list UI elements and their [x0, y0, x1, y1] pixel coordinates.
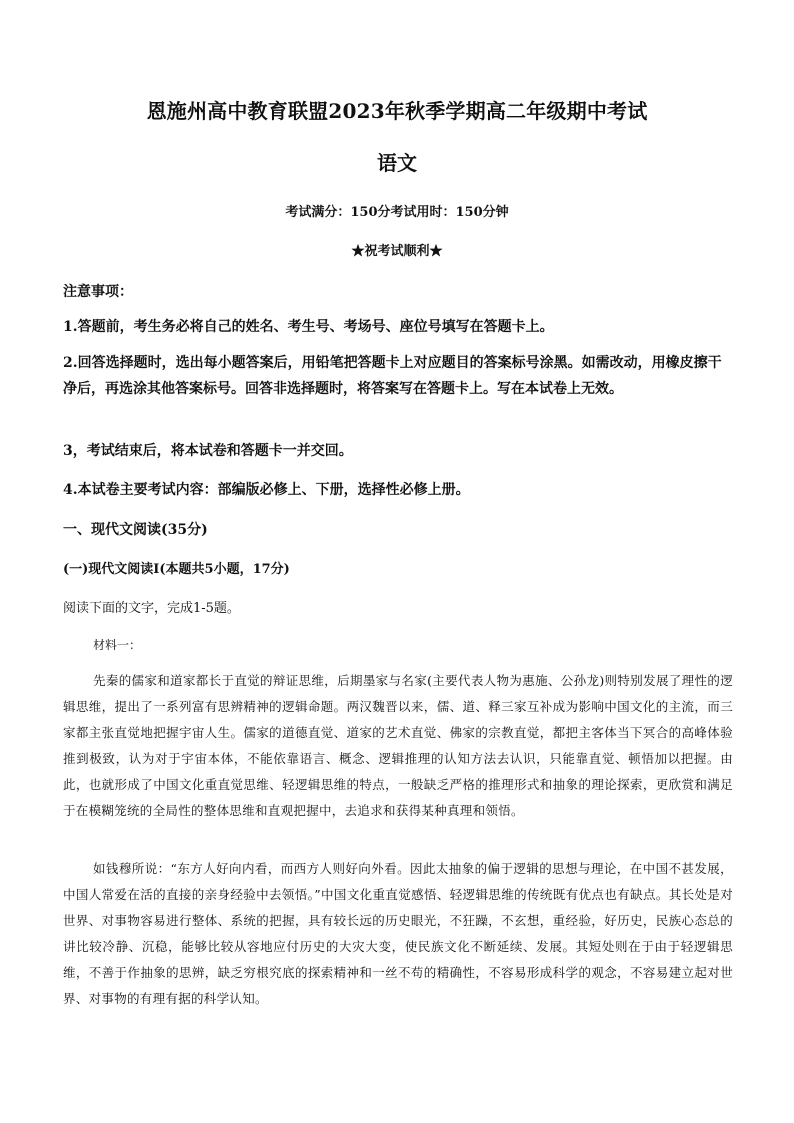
material-label: 材料一： [93, 638, 142, 652]
material-paragraph-2: 如钱穆所说：“东方人好向内看，而西方人则好向外看。因此太抽象的偏于逻辑的思想与理论，在中国不甚发展，中国人常爱在活的直接的亲身经验中去领悟。”中国文化重直觉感悟、轻逻辑思维的传统既有优点也有缺点。其长处是对世界、对事物容易进行整体、系统的把握，具有较长远的历史眼光，不狂躁，不玄想，重经验，好历史，民族心态总的讲比较冷静、沉稳，能够比较从容地应付历史的大灾大变，使民族文化不断延续、发展。其短处则在于由于轻逻辑思维，不善于作抽象的思辨，缺乏穷根究底的探索精神和一丝不苟的精确性，不容易形成科学的观念，不容易建立起对世界、对事物的有理有据的科学认知。 [63, 861, 733, 1006]
note-item-4: 4.本试卷主要考试内容：部编版必修上、下册，选择性必修上册。 [63, 482, 470, 498]
note-item-1: 1.答题前，考生务必将自己的姓名、考生号、考场号、座位号填写在答题卡上。 [63, 319, 554, 335]
good-luck-line: ★祝考试顺利★ [351, 244, 443, 259]
subject-title: 语文 [377, 151, 417, 175]
subsection-heading: (一)现代文阅读I(本题共5小题，17分) [63, 562, 290, 577]
note-item-2: 2.回答选择题时，选出每小题答案后，用铅笔把答题卡上对应题目的答案标号涂黑。如需改动，用橡皮擦干净后，再选涂其他答案标号。回答非选择题时，将答案写在答题卡上。写在本试卷上无效。 [63, 355, 722, 397]
reading-instruction: 阅读下面的文字，完成1-5题。 [63, 601, 240, 616]
section-heading: 一、现代文阅读(35分) [63, 522, 208, 538]
exam-title: 恩施州高中教育联盟2023年秋季学期高二年级期中考试 [146, 99, 648, 123]
material-paragraph-1: 先秦的儒家和道家都长于直觉的辩证思维，后期墨家与名家(主要代表人物为惠施、公孙龙)则特别发展了理性的逻辑思维，提出了一系列富有思辨精神的逻辑命题。两汉魏晋以来，儒、道、释三家互补成为影响中国文化的主流，而三家都主张直觉地把握宇宙人生。儒家的道德直觉、道家的艺术直觉、佛家的宗教直觉，都把主客体当下冥合的高峰体验推到极致，认为对于宇宙本体，不能依靠语言、概念、逻辑推理的认知方法去认识，只能靠直觉、顿悟加以把握。由此，也就形成了中国文化重直觉思维、轻逻辑思维的特点，一般缺乏严格的推理形式和抽象的理论探索，更欣赏和满足于在模糊笼统的全局性的整体思维和直观把握中，去追求和获得某种真理和领悟。 [63, 673, 733, 818]
notes-heading [63, 281, 731, 301]
notes-heading-text: 注意事项： [63, 284, 133, 300]
note-item-3: 3，考试结束后，将本试卷和答题卡一并交回。 [63, 443, 353, 459]
exam-info: 考试满分：150分考试用时：150分钟 [285, 205, 509, 220]
